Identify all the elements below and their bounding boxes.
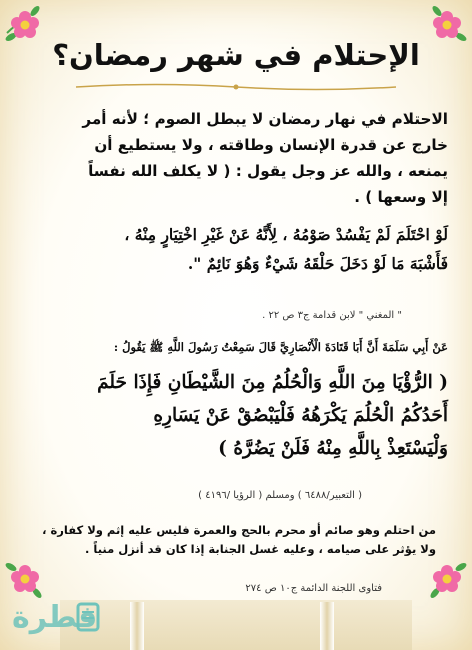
quote-line-2: فَأَشْبَهَ مَا لَوْ دَخَلَ حَلْقَهُ شَيْءٌ وَهُوَ نَائِمٌ ". [187,254,448,273]
ruling-paragraph [24,106,448,210]
reference-fatwa-committee: فتاوى اللجنة الدائمة ج١٠ ص ٢٧٤ [245,583,382,594]
quote-paragraph [24,220,448,278]
hadith-text [24,366,448,465]
flower-corner-bottom-right-icon [424,556,470,602]
ruling-line-4: إلا وسعها ) . [354,188,448,206]
background-column [130,602,144,650]
background-column [320,602,334,650]
ruling-line-3: يمنعه ، والله عز وجل يقول : ( لا يكلف الله نفساً [88,162,448,180]
watermark-text: فطرة [12,600,98,635]
reference-bukhari-muslim: ( التعبير/٦٤٨٨ ) ومسلم ( الرؤيا /٤١٩٦ ) [198,490,362,501]
fatwa-line-1: من احتلم وهو صائم أو محرم بالحج والعمرة فليس عليه إثم ولا كفارة ، [42,523,436,537]
narration-intro: عَنْ أَبِي سَلَمَةَ أَنَّ أَبَا قَتَادَةَ الْأَنْصَارِيَّ قَالَ سَمِعْتُ رَسُولَ اللَّهِ ﷺ يَقُولُ : [113,340,448,354]
background-interior-image [60,600,412,650]
page-title: الإحتلام في شهر رمضان؟ [52,38,420,72]
hadith-line-2: أَحَدُكُمُ الْحُلُمَ يَكْرَهُهُ فَلْيَبْصُقْ عَنْ يَسَارِهِ [153,405,448,426]
hadith-line-3: وَلْيَسْتَعِذْ بِاللَّهِ مِنْهُ فَلَنْ يَضُرَّهُ ) [218,438,448,459]
hadith-line-1: ( الرُّؤْيَا مِنَ اللَّهِ وَالْحُلُمُ مِنَ الشَّيْطَانِ فَإِذَا حَلَمَ [97,372,448,393]
ruling-line-2: خارج عن قدرة الإنسان وطاقته ، ولا يستطيع أن [94,136,448,154]
reference-mughni: " المغني " لابن قدامة ج٣ ص ٢٢ . [262,310,402,321]
fatwa-line-2: ولا يؤثر على صيامه ، وعليه غسل الجنابة إذا كان قد أنزل منياً . [85,542,436,556]
ruling-line-1: الاحتلام في نهار رمضان لا يبطل الصوم ؛ لأنه أمر [82,110,448,128]
quote-line-1: لَوْ احْتَلَمَ لَمْ يَفْسُدْ صَوْمُهُ ، لِأَنَّهُ عَنْ غَيْرِ اخْتِيَارٍ مِنْهُ ، [124,225,448,244]
title-underline-flourish [66,80,406,94]
fatwa-paragraph [36,521,436,559]
